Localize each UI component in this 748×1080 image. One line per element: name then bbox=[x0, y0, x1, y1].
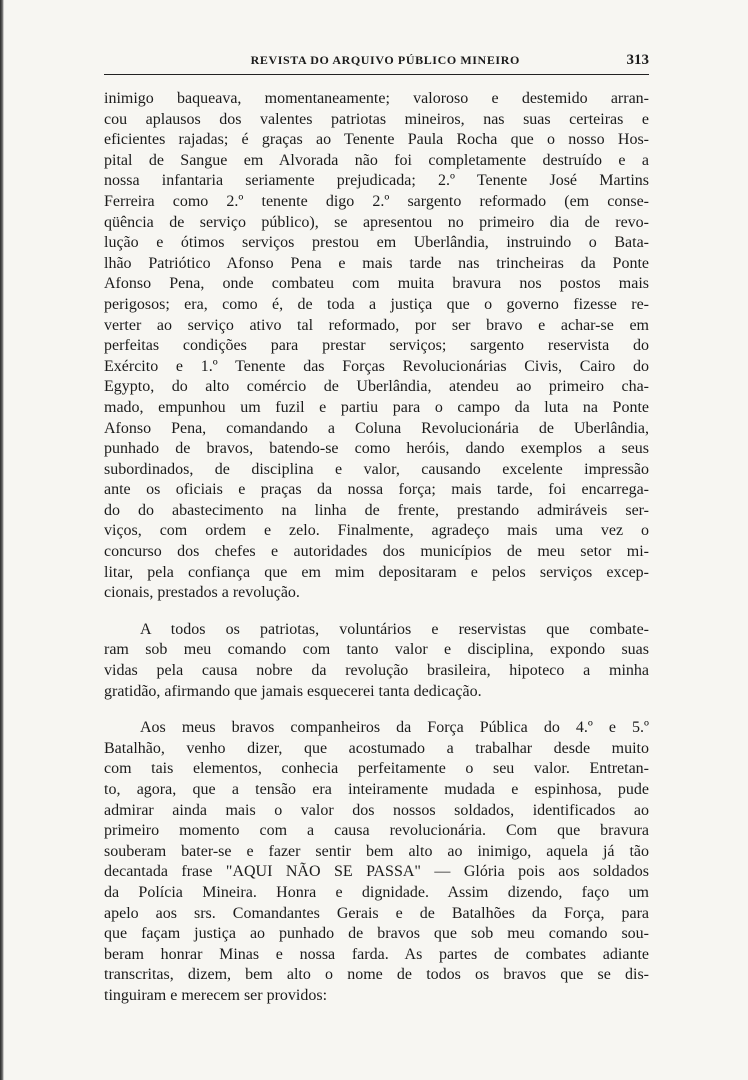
paragraph bbox=[104, 620, 649, 702]
text-line: vidas pela causa nobre da revolução brasileira, hipoteco a minha bbox=[104, 662, 649, 680]
text-line: lução e ótimos serviços prestou em Uberlândia, instruindo o Bata- bbox=[104, 234, 649, 252]
text-line: primeiro momento com a causa revolucionária. Com que bravura bbox=[104, 822, 649, 840]
book-page bbox=[104, 50, 649, 1007]
text-line: A todos os patriotas, voluntários e reservistas que combate- bbox=[140, 620, 649, 638]
text-line: com tais elementos, conhecia perfeitamente o seu valor. Entretan- bbox=[104, 760, 649, 778]
text-line: Exército e 1.º Tenente das Forças Revolucionárias Civis, Cairo do bbox=[104, 357, 649, 375]
text-line: beram honrar Minas e nossa farda. As partes de combates adiante bbox=[104, 945, 649, 963]
text-line: souberam bater-se e fazer sentir bem alto ao inimigo, aquela já tão bbox=[104, 842, 649, 860]
running-title: REVISTA DO ARQUIVO PÚBLICO MINEIRO bbox=[250, 53, 520, 67]
text-line: Batalhão, venho dizer, que acostumado a trabalhar desde muito bbox=[104, 739, 649, 757]
text-line: Afonso Pena, comandando a Coluna Revolucionária de Uberlândia, bbox=[104, 419, 649, 437]
paragraph bbox=[104, 89, 649, 604]
text-line: inimigo baqueava, momentaneamente; valoroso e destemido arran- bbox=[104, 90, 649, 107]
text-line: subordinados, de disciplina e valor, causando excelente impressão bbox=[104, 460, 649, 478]
text-line: ante os oficiais e praças da nossa força; mais tarde, foi encarrega- bbox=[104, 481, 649, 499]
text-line: Aos meus bravos companheiros da Força Pública do 4.º e 5.º bbox=[140, 719, 649, 737]
text-line: to, agora, que a tensão era inteiramente mudada e espinhosa, pude bbox=[104, 781, 649, 798]
text-line: da Polícia Mineira. Honra e dignidade. Assim dizendo, faço um bbox=[104, 883, 649, 901]
text-line: ram sob meu comando com tanto valor e disciplina, expondo suas bbox=[104, 641, 649, 659]
text-line: cou aplausos dos valentes patriotas mineiros, nas suas certeiras e bbox=[104, 110, 649, 128]
text-line: litar, pela confiança que em mim depositaram e pelos serviços excep- bbox=[104, 563, 649, 581]
header-rule bbox=[104, 74, 649, 75]
text-line: que façam justiça ao punhado de bravos que sob meu comando sou- bbox=[104, 925, 649, 943]
text-line: concurso dos chefes e autoridades dos municípios de meu setor mi- bbox=[104, 543, 649, 561]
text-line: eficientes rajadas; é graças ao Tenente Paula Rocha que o nosso Hos- bbox=[104, 131, 649, 149]
text-line: verter ao serviço ativo tal reformado, por ser bravo e achar-se em bbox=[104, 316, 649, 334]
text-line: decantada frase "AQUI NÃO SE PASSA" — Glória pois aos soldados bbox=[104, 863, 649, 881]
text-line: Egypto, do alto comércio de Uberlândia, atendeu ao primeiro cha- bbox=[104, 378, 649, 396]
text-line: admirar ainda mais o valor dos nossos soldados, identificados ao bbox=[104, 801, 649, 819]
text-line: transcritas, dizem, bem alto o nome de todos os bravos que se dis- bbox=[104, 966, 649, 984]
text-line: do do abastecimento na linha de frente, prestando admiráveis ser- bbox=[104, 501, 649, 519]
text-line: tinguiram e merecem ser providos: bbox=[104, 986, 328, 1004]
text-line: nossa infantaria seriamente prejudicada; 2.º Tenente José Martins bbox=[104, 172, 649, 190]
text-line: gratidão, afirmando que jamais esquecerei tanta dedicação. bbox=[104, 682, 482, 700]
body-text bbox=[104, 89, 649, 1007]
running-head bbox=[104, 50, 649, 70]
paragraph bbox=[104, 718, 649, 1006]
text-line: apelo aos srs. Comandantes Gerais e de Batalhões da Força, para bbox=[104, 904, 649, 922]
text-line: Ferreira como 2.º tenente digo 2.º sargento reformado (em conse- bbox=[104, 192, 649, 210]
text-line: cionais, prestados a revolução. bbox=[104, 584, 300, 602]
page-number: 313 bbox=[626, 52, 649, 68]
text-line: mado, empunhou um fuzil e partiu para o campo da luta na Ponte bbox=[104, 398, 649, 416]
text-line: pital de Sangue em Alvorada não foi completamente destruído e a bbox=[104, 151, 649, 169]
text-line: qüência de serviço público), se apresentou no primeiro dia de revo- bbox=[104, 213, 649, 231]
text-line: perfeitas condições para prestar serviços; sargento reservista do bbox=[104, 337, 649, 355]
text-line: viços, com ordem e zelo. Finalmente, agradeço mais uma vez o bbox=[104, 522, 649, 540]
binding-edge bbox=[0, 0, 4, 1080]
text-line: punhado de bravos, batendo-se como heróis, dando exemplos a seus bbox=[104, 440, 649, 458]
text-line: perigosos; era, como é, de toda a justiça que o governo fizesse re- bbox=[104, 295, 649, 313]
text-line: Afonso Pena, onde combateu com muita bravura nos postos mais bbox=[104, 275, 649, 293]
text-line: lhão Patriótico Afonso Pena e mais tarde nas trincheiras da Ponte bbox=[104, 254, 649, 272]
